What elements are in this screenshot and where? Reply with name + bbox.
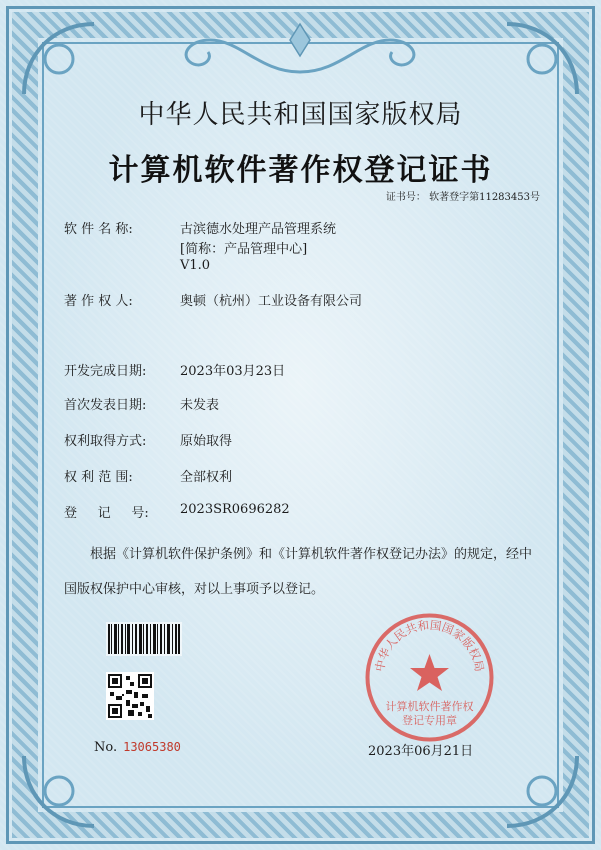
registration-number-label: 登 记 号:: [64, 506, 149, 521]
qr-code-image: [106, 672, 154, 720]
corner-ornament-bl: [14, 746, 104, 836]
completion-date-value: 2023年03月23日: [180, 364, 286, 379]
seal-inner-line2: 登记专用章: [402, 714, 457, 727]
top-ornament: [150, 10, 450, 80]
authority-title: 中华人民共和国国家版权局: [138, 100, 463, 130]
completion-date-row: [64, 360, 286, 379]
acquisition-label: 权利取得方式:: [64, 434, 147, 449]
official-seal-stamp: [362, 610, 497, 745]
owner-row: [64, 290, 363, 309]
short-name-value: [简称：产品管理中心]: [180, 242, 308, 257]
scope-value: 全部权利: [180, 470, 233, 485]
seal-ring-text: 中华人民共和国国家版权局: [372, 617, 487, 673]
completion-date-label: 开发完成日期:: [64, 364, 147, 379]
registration-number-value: 2023SR0696282: [180, 502, 290, 517]
barcode-image: [106, 622, 182, 656]
software-name-value: 古滨德水处理产品管理系统: [180, 222, 337, 237]
software-name-label: 软 件 名 称:: [64, 222, 133, 237]
acquisition-row: [64, 430, 233, 449]
seal-inner-line1: 计算机软件著作权: [385, 700, 474, 713]
owner-label: 著 作 权 人:: [64, 294, 133, 309]
version-value: V1.0: [180, 258, 211, 273]
software-name-row: [64, 218, 337, 237]
registration-number-row: [64, 502, 290, 521]
serial-number-value: 13065380: [123, 740, 181, 754]
certification-statement: 根据《计算机软件保护条例》和《计算机软件著作权登记办法》的规定，经中国版权保护中心审核，对以上事项予以登记。: [64, 547, 533, 597]
certificate-number: 证书号： 软著登字第11283453号: [385, 192, 540, 203]
serial-number-label: No.: [94, 740, 118, 755]
publish-date-value: 未发表: [180, 398, 220, 413]
corner-ornament-br: [497, 746, 587, 836]
serial-number: [94, 740, 181, 755]
certificate-title: 计算机软件著作权登记证书: [108, 153, 493, 188]
owner-value: 奥顿（杭州）工业设备有限公司: [180, 294, 363, 309]
corner-ornament-tr: [497, 14, 587, 104]
acquisition-value: 原始取得: [180, 434, 233, 449]
issue-date: 2023年06月21日: [368, 744, 474, 759]
scope-label: 权 利 范 围:: [64, 470, 133, 485]
scope-row: [64, 466, 233, 485]
publish-date-row: [64, 394, 220, 413]
publish-date-label: 首次发表日期:: [64, 398, 147, 413]
corner-ornament-tl: [14, 14, 104, 104]
